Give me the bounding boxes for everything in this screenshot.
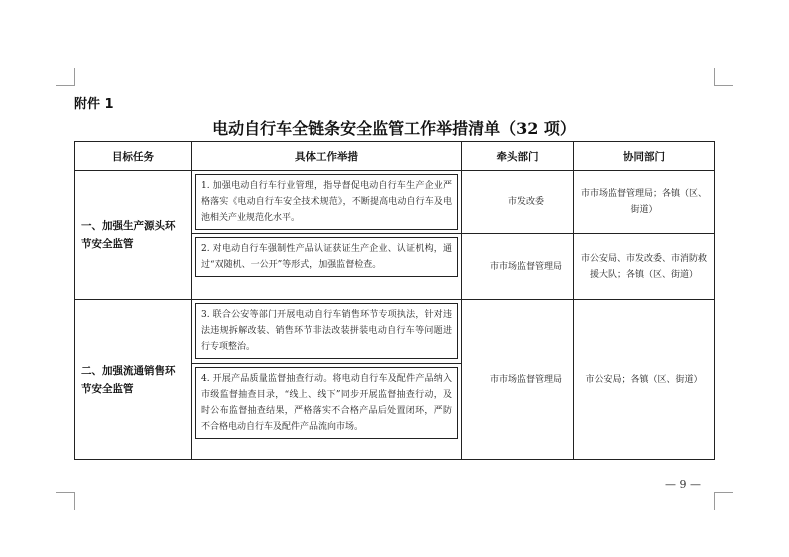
crop-mark-top-left-h <box>56 85 74 86</box>
lead-dept-text: 市市场监督管理局 <box>489 261 562 272</box>
lead-dept-cell <box>462 300 574 460</box>
measure-cell <box>192 364 462 460</box>
coop-dept-text: 市公安局、市发改委、市消防救援大队；各镇（区、街道） <box>580 253 707 280</box>
measure-text: 1. 加强电动自行车行业管理，指导督促电动自行车生产企业严格落实《电动自行车安全技术规范》，不断提高电动自行车及电池相关产业规范化水平。 <box>195 174 458 230</box>
table-row <box>75 300 715 364</box>
coop-dept-text: 市公安局；各镇（区、街道） <box>585 374 703 385</box>
crop-mark-bottom-right-v <box>714 492 715 510</box>
measure-cell <box>192 300 462 364</box>
target-cell <box>75 171 192 300</box>
crop-mark-top-right-v <box>714 68 715 86</box>
lead-dept-text: 市市场监督管理局 <box>489 374 562 385</box>
attachment-label: 附件 1 <box>74 97 114 112</box>
crop-mark-bottom-left-h <box>56 492 74 493</box>
measure-cell <box>192 234 462 300</box>
crop-mark-top-left-v <box>74 68 75 86</box>
header-coop-dept: 协同部门 <box>574 142 715 171</box>
lead-dept-text: 市发改委 <box>507 197 544 207</box>
document-title: 电动自行车全链条安全监管工作举措清单（32 项） <box>212 119 576 138</box>
measure-cell <box>192 171 462 234</box>
target-text: 二、加强流通销售环节安全监管 <box>81 364 176 395</box>
target-text: 一、加强生产源头环节安全监管 <box>81 220 176 250</box>
crop-mark-top-right-h <box>715 85 733 86</box>
header-target: 目标任务 <box>75 142 192 171</box>
table-header-row <box>75 142 715 171</box>
lead-dept-cell <box>462 171 574 234</box>
coop-dept-cell <box>574 234 715 300</box>
coop-dept-cell <box>574 171 715 234</box>
target-cell <box>75 300 192 460</box>
page-number: — 9 — <box>665 478 701 491</box>
lead-dept-cell <box>462 234 574 300</box>
crop-mark-bottom-right-h <box>715 492 733 493</box>
header-lead-dept: 牵头部门 <box>462 142 574 171</box>
coop-dept-cell <box>574 300 715 460</box>
coop-dept-text: 市市场监督管理局；各镇（区、街道） <box>580 189 707 215</box>
measure-text: 3. 联合公安等部门开展电动自行车销售环节专项执法，针对违法违规拆解改装、销售环节非法改装拼装电动自行车等问题进行专项整治。 <box>195 303 458 359</box>
measures-table <box>74 141 715 460</box>
header-measure: 具体工作举措 <box>192 142 462 171</box>
table-row <box>75 171 715 234</box>
measure-text: 2. 对电动自行车强制性产品认证获证生产企业、认证机构，通过“双随机、一公开”等形式，加强监督检查。 <box>195 237 458 277</box>
crop-mark-bottom-left-v <box>74 492 75 510</box>
measure-text: 4. 开展产品质量监督抽查行动。将电动自行车及配件产品纳入市级监督抽查目录，“线上、线下”同步开展监督抽查行动，及时公布监督抽查结果，严格落实不合格产品后处置闭环，严防不合格电动自行车及配件产品流向市场。 <box>195 367 458 439</box>
